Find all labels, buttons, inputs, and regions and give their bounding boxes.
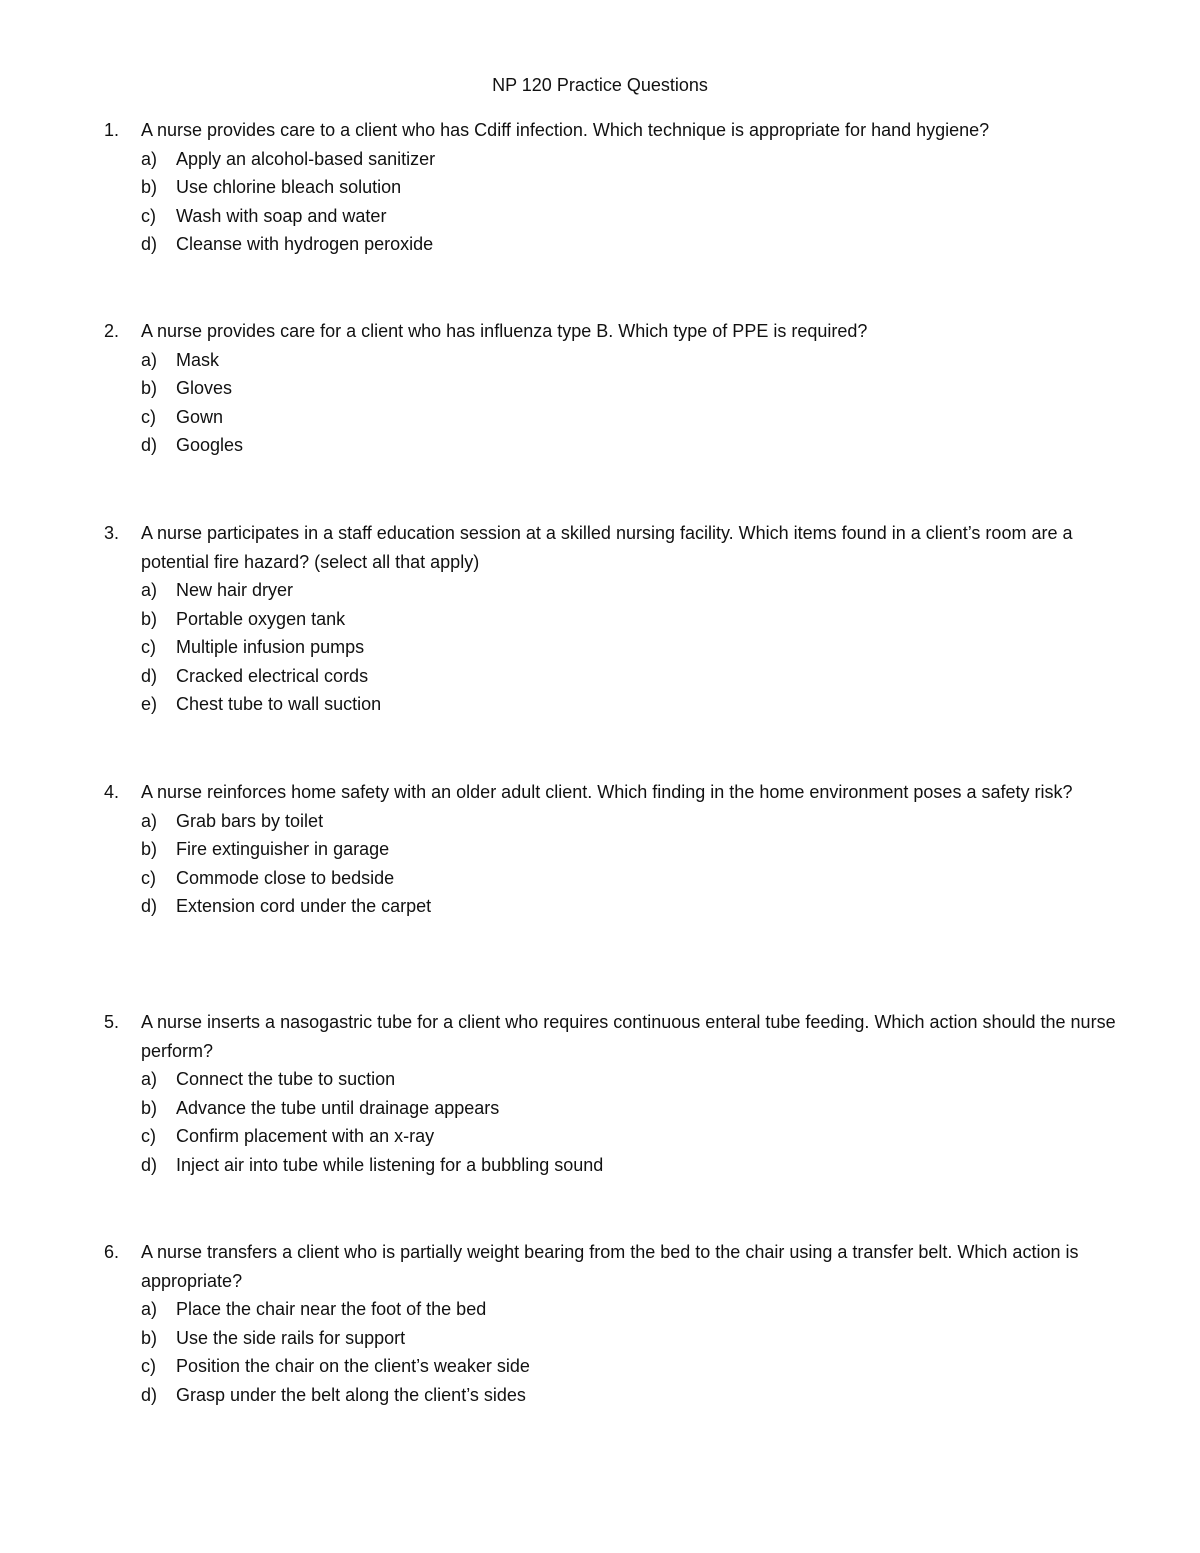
- option-item: [104, 1324, 1134, 1353]
- question-number: 5.: [104, 1012, 120, 1032]
- option-list: [104, 807, 1134, 921]
- question-stem: [104, 116, 1134, 145]
- option-letter: e): [141, 694, 158, 714]
- option-letter: c): [141, 1126, 156, 1146]
- option-item: [104, 892, 1134, 921]
- option-item: [104, 173, 1134, 202]
- option-text: Wash with soap and water: [176, 205, 387, 226]
- option-letter: c): [141, 867, 156, 888]
- option-letter: a): [141, 810, 158, 831]
- option-text: Mask: [176, 349, 220, 370]
- option-list: [104, 1065, 1134, 1179]
- question-6: [104, 1238, 1134, 1409]
- option-letter: d): [141, 1384, 158, 1405]
- question-3: [104, 519, 1134, 719]
- question-number: 3.: [104, 523, 120, 543]
- option-text: Grab bars by toilet: [176, 810, 324, 831]
- option-text: Confirm placement with an x-ray: [176, 1126, 435, 1146]
- option-item: [104, 864, 1134, 893]
- question-text: A nurse participates in a staff education session at a skilled nursing facility. Which items found in a client’s room are a potential fire hazard? (select all that apply): [141, 523, 1073, 572]
- option-text: Cracked electrical cords: [176, 665, 369, 686]
- option-text: Googles: [176, 435, 244, 455]
- option-item: [104, 690, 1134, 719]
- option-item: [104, 1151, 1134, 1180]
- option-text: Fire extinguisher in garage: [176, 839, 390, 859]
- option-item: [104, 145, 1134, 174]
- option-item: [104, 1295, 1134, 1324]
- option-item: [104, 662, 1134, 691]
- option-text: Inject air into tube while listening for a bubbling sound: [176, 1154, 604, 1175]
- option-item: [104, 807, 1134, 836]
- option-text: Extension cord under the carpet: [176, 896, 432, 916]
- option-item: [104, 605, 1134, 634]
- option-letter: a): [141, 349, 158, 370]
- option-letter: d): [141, 234, 158, 254]
- option-item: [104, 202, 1134, 231]
- option-text: Multiple infusion pumps: [176, 637, 365, 657]
- option-text: Gloves: [176, 378, 233, 398]
- option-letter: a): [141, 148, 158, 169]
- option-text: Portable oxygen tank: [176, 608, 346, 629]
- option-letter: b): [141, 177, 158, 197]
- option-text: Grasp under the belt along the client’s sides: [176, 1384, 526, 1405]
- question-text: A nurse provides care for a client who has influenza type B. Which type of PPE is required?: [141, 321, 868, 341]
- question-number: 1.: [104, 120, 120, 140]
- question-text: A nurse inserts a nasogastric tube for a client who requires continuous enteral tube feeding. Which action should the nurse perform?: [141, 1012, 1116, 1061]
- option-letter: b): [141, 1327, 158, 1348]
- option-letter: d): [141, 896, 158, 916]
- option-item: [104, 1352, 1134, 1381]
- option-letter: c): [141, 637, 156, 657]
- option-item: [104, 1065, 1134, 1094]
- question-5: [104, 1008, 1134, 1179]
- option-list: [104, 576, 1134, 719]
- question-text: A nurse provides care to a client who has Cdiff infection. Which technique is appropriate for hand hygiene?: [141, 120, 990, 140]
- option-list: [104, 346, 1134, 460]
- option-item: [104, 1122, 1134, 1151]
- option-text: Use chlorine bleach solution: [176, 177, 402, 197]
- question-stem: [104, 519, 1134, 576]
- option-letter: d): [141, 1154, 158, 1175]
- option-text: Connect the tube to suction: [176, 1069, 396, 1089]
- question-number: 6.: [104, 1242, 120, 1262]
- option-item: [104, 431, 1134, 460]
- option-letter: c): [141, 205, 156, 226]
- option-text: Position the chair on the client’s weaker side: [176, 1356, 530, 1376]
- question-number: 4.: [104, 782, 120, 802]
- option-item: [104, 230, 1134, 259]
- option-letter: c): [141, 406, 156, 427]
- option-item: [104, 835, 1134, 864]
- question-stem: [104, 317, 1134, 346]
- option-item: [104, 1094, 1134, 1123]
- option-list: [104, 145, 1134, 259]
- option-text: Advance the tube until drainage appears: [176, 1097, 500, 1118]
- question-2: [104, 317, 1134, 460]
- option-text: Place the chair near the foot of the bed: [176, 1299, 487, 1319]
- option-letter: a): [141, 1299, 158, 1319]
- option-text: Commode close to bedside: [176, 867, 395, 888]
- option-text: Apply an alcohol-based sanitizer: [176, 148, 436, 169]
- option-letter: c): [141, 1356, 156, 1376]
- option-item: [104, 576, 1134, 605]
- option-list: [104, 1295, 1134, 1409]
- option-letter: b): [141, 1097, 158, 1118]
- option-letter: d): [141, 435, 158, 455]
- option-letter: d): [141, 665, 158, 686]
- option-item: [104, 1381, 1134, 1410]
- option-text: Cleanse with hydrogen peroxide: [176, 234, 434, 254]
- option-item: [104, 346, 1134, 375]
- option-text: Use the side rails for support: [176, 1327, 406, 1348]
- question-text: A nurse transfers a client who is partially weight bearing from the bed to the chair using a transfer belt. Which action is appropriate?: [141, 1242, 1079, 1291]
- option-item: [104, 633, 1134, 662]
- option-letter: b): [141, 839, 158, 859]
- option-text: Chest tube to wall suction: [176, 694, 382, 714]
- option-item: [104, 403, 1134, 432]
- option-text: Gown: [176, 406, 224, 427]
- question-stem: [104, 778, 1134, 807]
- question-text: A nurse reinforces home safety with an older adult client. Which finding in the home environment poses a safety risk?: [141, 782, 1073, 802]
- question-1: [104, 116, 1134, 259]
- document-title: NP 120 Practice Questions: [492, 75, 708, 95]
- question-4: [104, 778, 1134, 921]
- question-stem: [104, 1238, 1134, 1295]
- option-letter: a): [141, 580, 158, 600]
- option-letter: b): [141, 608, 158, 629]
- option-letter: a): [141, 1069, 158, 1089]
- option-text: New hair dryer: [176, 580, 294, 600]
- question-stem: [104, 1008, 1134, 1065]
- option-item: [104, 374, 1134, 403]
- option-letter: b): [141, 378, 158, 398]
- question-number: 2.: [104, 321, 120, 341]
